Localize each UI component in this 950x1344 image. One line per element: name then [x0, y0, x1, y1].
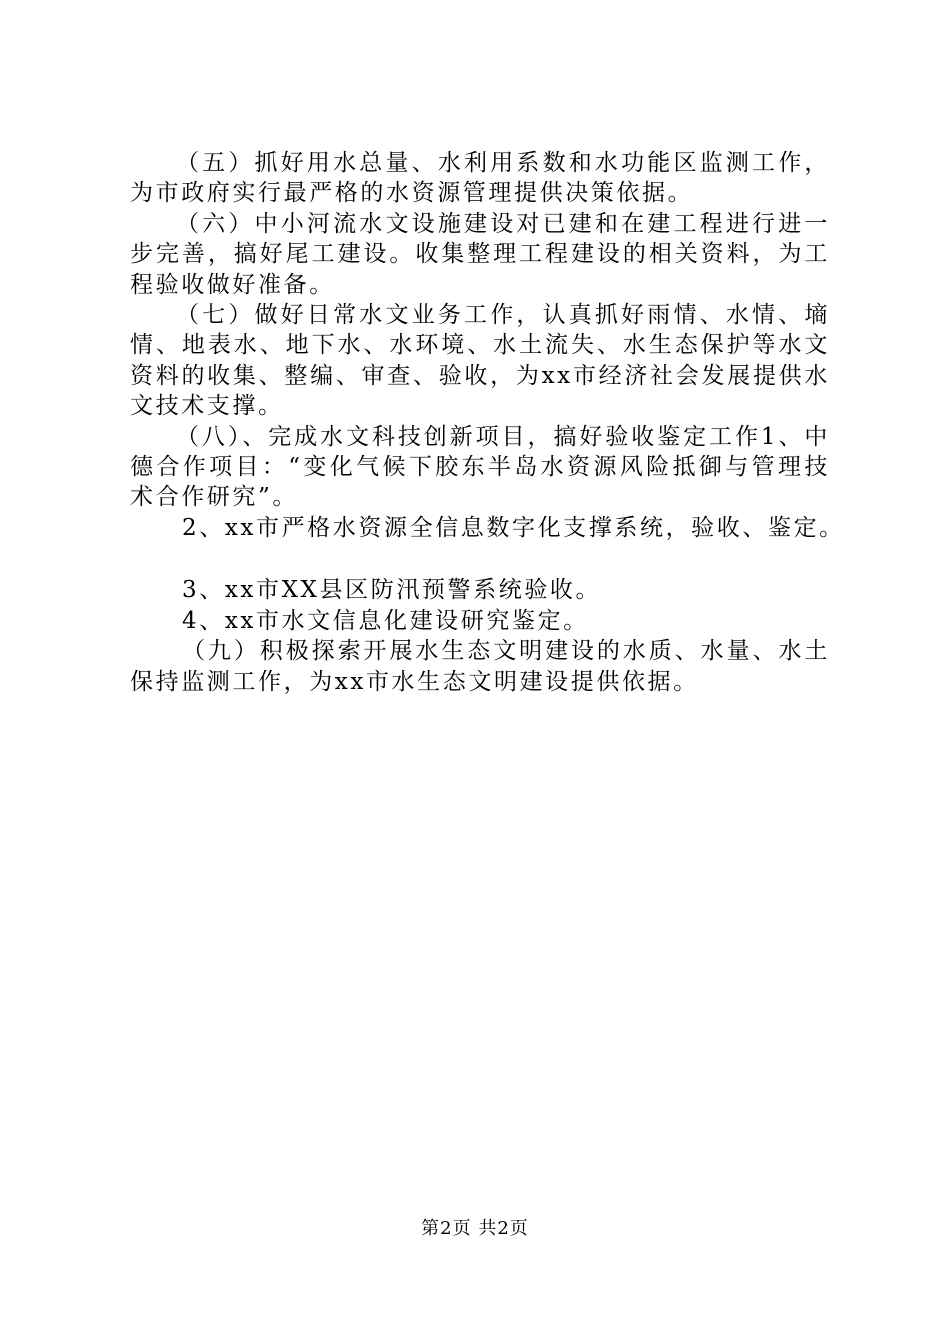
paragraph-5: （五）抓好用水总量、水利用系数和水功能区监测工作，为市政府实行最严格的水资源管理提供决策依据。	[130, 150, 830, 207]
paragraph-8: （八）、完成水文科技创新项目，搞好验收鉴定工作1、中德合作项目：“变化气候下胶东半岛水资源风险抵御与管理技术合作研究”。	[130, 423, 830, 511]
paragraph-6: （六）中小河流水文设施建设对已建和在建工程进行进一步完善，搞好尾工建设。收集整理工程建设的相关资料，为工程验收做好准备。	[130, 210, 830, 298]
list-item-2: 2、xx市严格水资源全信息数字化支撑系统，验收、鉴定。	[182, 514, 845, 541]
document-body	[130, 148, 845, 697]
list-item-3: 3、xx市XX县区防汛预警系统验收。	[182, 577, 602, 604]
paragraph-9: （九）积极探索开展水生态文明建设的水质、水量、水土保持监测工作，为xx市水生态文明建设提供依据。	[130, 638, 830, 695]
page-footer: 第2页 共2页	[421, 1218, 529, 1239]
blank-line	[130, 543, 830, 575]
paragraph-7: （七）做好日常水文业务工作，认真抓好雨情、水情、墒情、地表水、地下水、水环境、水土流失、水生态保护等水文资料的收集、整编、审查、验收，为xx市经济社会发展提供水文技术支撑。	[130, 302, 830, 420]
list-item-4: 4、xx市水文信息化建设研究鉴定。	[182, 607, 589, 634]
